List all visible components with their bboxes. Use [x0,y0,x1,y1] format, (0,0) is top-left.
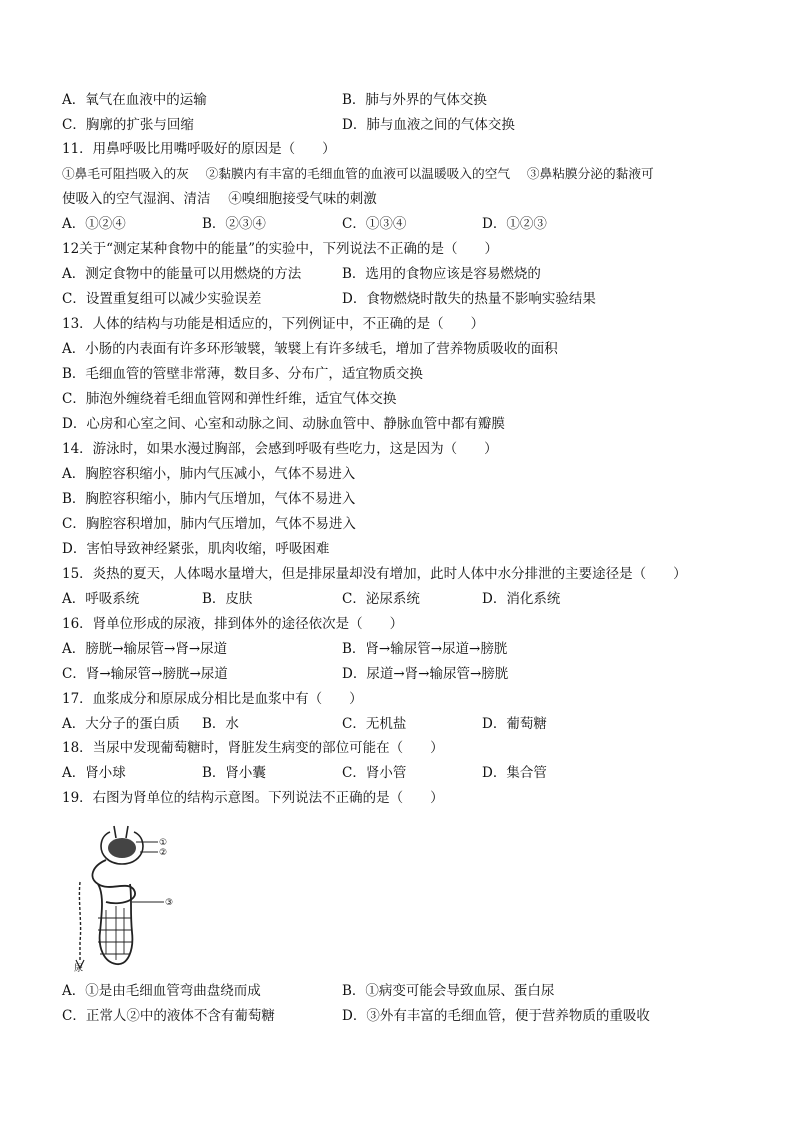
renal-tubule [92,860,135,964]
q16-option-c: C．肾→输尿管→膀胱→尿道 [62,666,228,682]
q12-option-b: B．选用的食物应该是容易燃烧的 [342,266,541,282]
q13-option-b: B．毛细血管的管壁非常薄，数目多、分布广，适宜物质交换 [62,366,423,382]
q10-option-d: D．肺与血液之间的气体交换 [342,117,515,133]
diagram-label-1: ① [159,838,168,848]
q11-option-b: B．②③④ [202,216,266,232]
q17-option-a: A．大分子的蛋白质 [62,716,180,732]
q14-option-b: B．胸腔容积缩小，肺内气压增加，气体不易进入 [62,491,356,507]
q11-option-a: A．①②④ [62,216,126,232]
q14-option-c: C．胸腔容积增加，肺内气压增加，气体不易进入 [62,516,356,532]
diagram-label-3: ③ [165,898,174,908]
collecting-duct [76,882,84,968]
q15-option-c: C．泌尿系统 [342,591,420,607]
diagram-label-urine: 尿 [74,964,84,972]
q19-option-b: B．①病变可能会导致血尿、蛋白尿 [342,983,555,999]
q18-option-b: B．肾小囊 [202,765,266,781]
q19-option-a: A．①是由毛细血管弯曲盘绕而成 [62,983,261,999]
q17-stem: 17．血浆成分和原尿成分相比是血浆中有（ ） [62,691,363,707]
q14-option-d: D．害怕导致神经紧张，肌肉收缩，呼吸困难 [62,541,330,557]
q15-option-d: D．消化系统 [482,591,561,607]
q14-stem: 14．游泳时，如果水漫过胸部，会感到呼吸有些吃力，这是因为（ ） [62,441,498,457]
q16-option-a: A．膀胱→输尿管→肾→尿道 [62,641,228,657]
q15-stem: 15．炎热的夏天，人体喝水量增大，但是排尿量却没有增加，此时人体中水分排泄的主要途径是（ ） [62,566,687,582]
q15-option-b: B．皮肤 [202,591,253,607]
q11-stem: 11．用鼻呼吸比用嘴呼吸好的原因是（ ） [62,141,336,157]
q19-option-c: C．正常人②中的液体不含有葡萄糖 [62,1008,275,1024]
q11-option-c: C．①③④ [342,216,407,232]
q18-option-c: C．肾小管 [342,765,407,781]
q13-option-a: A．小肠的内表面有许多环形皱襞，皱襞上有许多绒毛，增加了营养物质吸收的面积 [62,341,558,357]
q19-option-d: D．③外有丰富的毛细血管，便于营养物质的重吸收 [342,1008,650,1024]
q10-option-b: B．肺与外界的气体交换 [342,92,487,108]
q11-option-d: D．①②③ [482,216,547,232]
q13-stem: 13．人体的结构与功能是相适应的，下列例证中，不正确的是（ ） [62,316,485,332]
q18-option-a: A．肾小球 [62,765,126,781]
q14-option-a: A．胸腔容积缩小，肺内气压减小，气体不易进入 [62,466,356,482]
q16-option-b: B．肾→输尿管→尿道→膀胱 [342,641,508,657]
q13-option-c: C．肺泡外缠绕着毛细血管网和弹性纤维，适宜气体交换 [62,391,397,407]
q11-statements-line2: 使吸入的空气湿润、清洁 ④嗅细胞接受气味的刺激 [62,191,377,207]
nephron-diagram-svg [70,822,190,972]
q19-stem: 19．右图为肾单位的结构示意图。下列说法不正确的是（ ） [62,790,444,806]
q11-statements-line1: ①鼻毛可阻挡吸入的灰 ②黏膜内有丰富的毛细血管的血液可以温暖吸入的空气 ③鼻粘膜分泌的黏液可 [62,166,654,181]
q17-option-c: C．无机盐 [342,716,407,732]
q17-option-d: D．葡萄糖 [482,716,547,732]
glomerulus-capsule [101,826,143,864]
diagram-label-2: ② [159,848,168,858]
q15-option-a: A．呼吸系统 [62,591,140,607]
q10-option-a: A．氧气在血液中的运输 [62,92,207,108]
q18-stem: 18．当尿中发现葡萄糖时，肾脏发生病变的部位可能在（ ） [62,740,444,756]
q12-stem: 12关于“测定某种食物中的能量”的实验中，下列说法不正确的是（ ） [62,241,498,257]
q17-option-b: B．水 [202,716,239,732]
q13-option-d: D．心房和心室之间、心室和动脉之间、动脉血管中、静脉血管中都有瓣膜 [62,416,505,432]
q16-stem: 16．肾单位形成的尿液，排到体外的途径依次是（ ） [62,616,404,632]
q10-option-c: C．胸廓的扩张与回缩 [62,117,194,133]
q18-option-d: D．集合管 [482,765,547,781]
q12-option-a: A．测定食物中的能量可以用燃烧的方法 [62,266,302,282]
nephron-diagram [70,822,190,972]
q16-option-d: D．尿道→肾→输尿管→膀胱 [342,666,509,682]
q12-option-d: D．食物燃烧时散失的热量不影响实验结果 [342,291,596,307]
q12-option-c: C．设置重复组可以减少实验误差 [62,291,262,307]
